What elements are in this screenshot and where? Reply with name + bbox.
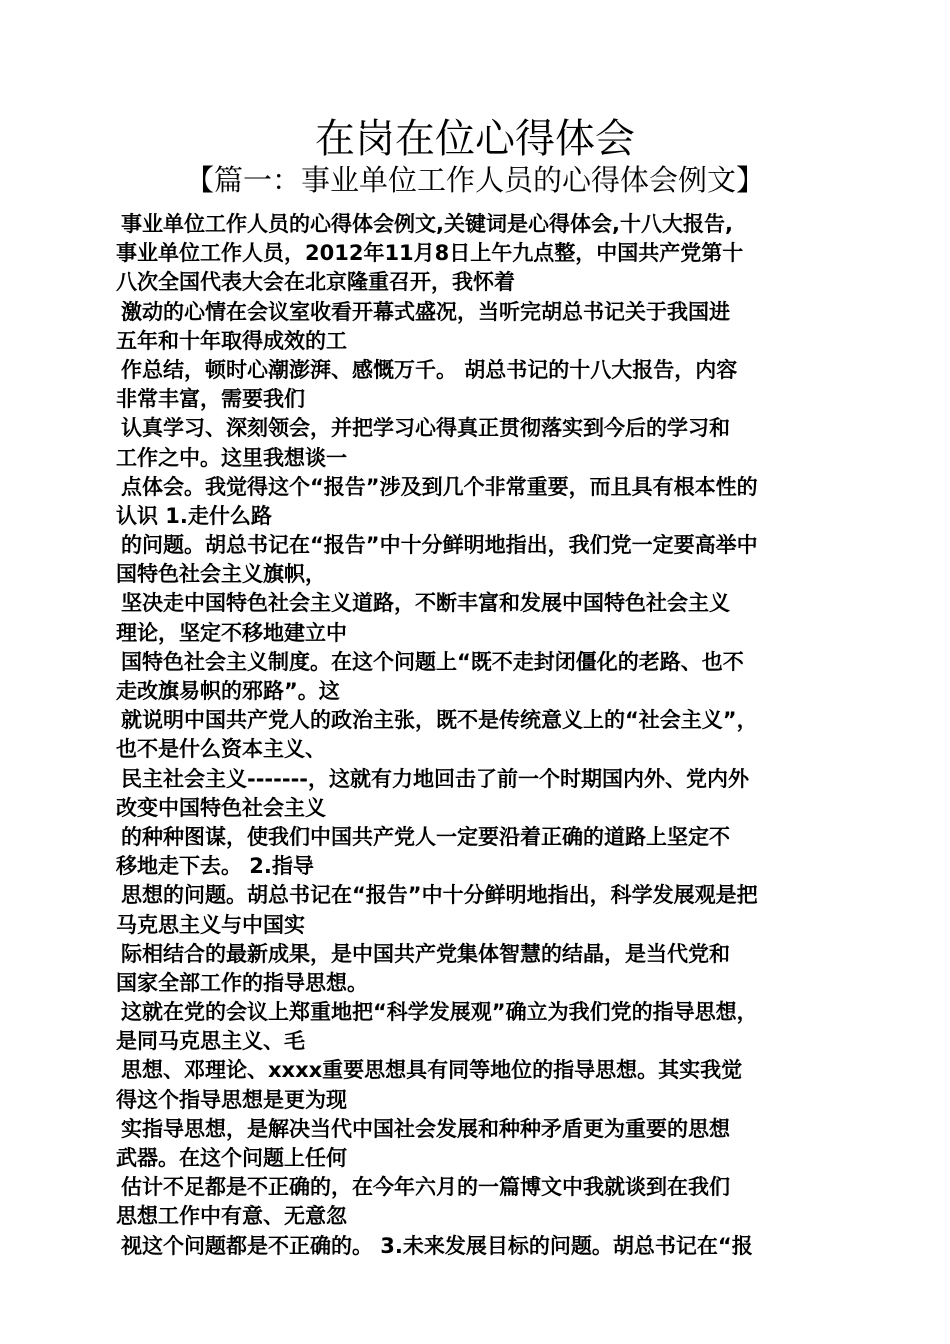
- body-line: 得这个指导思想是更为现: [116, 1087, 347, 1112]
- body-line: 思想的问题。胡总书记在“报告”中十分鲜明地指出，科学发展观是把: [121, 883, 758, 908]
- body-line: 激动的心情在会议室收看开幕式盛况，当听完胡总书记关于我国进: [121, 299, 730, 324]
- body-line: 估计不足都是不正确的，在今年六月的一篇博文中我就谈到在我们: [121, 1175, 730, 1200]
- body-line: 国特色社会主义制度。在这个问题上“既不走封闭僵化的老路、也不: [121, 649, 744, 674]
- body-line: 马克思主义与中国实: [116, 912, 305, 937]
- body-line: 就说明中国共产党人的政治主张，既不是传统意义上的“社会主义”，: [121, 708, 758, 733]
- body-line: 的问题。胡总书记在“报告”中十分鲜明地指出，我们党一定要高举中: [121, 533, 758, 558]
- body-line: 事业单位工作人员，2012年11月8日上午九点整，中国共产党第十: [116, 241, 744, 266]
- body-line: 的种种图谋，使我们中国共产党人一定要沿着正确的道路上坚定不: [121, 824, 730, 849]
- body-line: 八次全国代表大会在北京隆重召开，我怀着: [116, 270, 515, 295]
- body-line: 工作之中。这里我想谈一: [116, 445, 347, 470]
- document-subtitle: 【篇一：事业单位工作人员的心得体会例文】: [184, 163, 765, 197]
- document-title: 在岗在位心得体会: [315, 116, 635, 162]
- body-line: 这就在党的会议上郑重地把“科学发展观”确立为我们党的指导思想，: [121, 1000, 758, 1025]
- body-line: 武器。在这个问题上任何: [116, 1146, 347, 1170]
- body-line: 认识 1.走什么路: [116, 503, 272, 528]
- body-line: 事业单位工作人员的心得体会例文,关键词是心得体会,十八大报告,: [121, 212, 733, 236]
- body-line: 认真学习、深刻领会，并把学习心得真正贯彻落实到今后的学习和: [121, 416, 730, 441]
- body-line: 改变中国特色社会主义: [116, 795, 326, 820]
- body-line: 际相结合的最新成果，是中国共产党集体智慧的结晶，是当代党和: [121, 941, 730, 966]
- body-line: 国特色社会主义旗帜，: [116, 562, 326, 587]
- body-line: 走改旗易帜的邪路”。这: [116, 679, 340, 703]
- body-line: 理论，坚定不移地建立中: [116, 620, 347, 645]
- document-body: [116, 210, 836, 1261]
- body-line: 视这个问题都是不正确的。 3.未来发展目标的问题。胡总书记在“报: [121, 1233, 753, 1258]
- body-line: 国家全部工作的指导思想。: [116, 970, 368, 995]
- body-line: 五年和十年取得成效的工: [116, 328, 347, 353]
- body-line: 是同马克思主义、毛: [116, 1029, 305, 1054]
- body-line: 思想工作中有意、无意忽: [116, 1204, 347, 1229]
- body-line: 坚决走中国特色社会主义道路，不断丰富和发展中国特色社会主义: [121, 591, 730, 616]
- body-line: 点体会。我觉得这个“报告”涉及到几个非常重要，而且具有根本性的: [121, 474, 758, 499]
- body-line: 移地走下去。 2.指导: [116, 854, 314, 879]
- body-line: 实指导思想，是解决当代中国社会发展和种种矛盾更为重要的思想: [121, 1116, 730, 1141]
- body-line: 非常丰富，需要我们: [116, 387, 305, 412]
- body-line: 民主社会主义-------，这就有力地回击了前一个时期国内外、党内外: [121, 766, 750, 791]
- body-line: 作总结，顿时心潮澎湃、感慨万千。 胡总书记的十八大报告，内容: [121, 357, 738, 382]
- body-line: 也不是什么资本主义、: [116, 737, 326, 762]
- body-line: 思想、邓理论、xxxx重要思想具有同等地位的指导思想。其实我觉: [121, 1058, 743, 1083]
